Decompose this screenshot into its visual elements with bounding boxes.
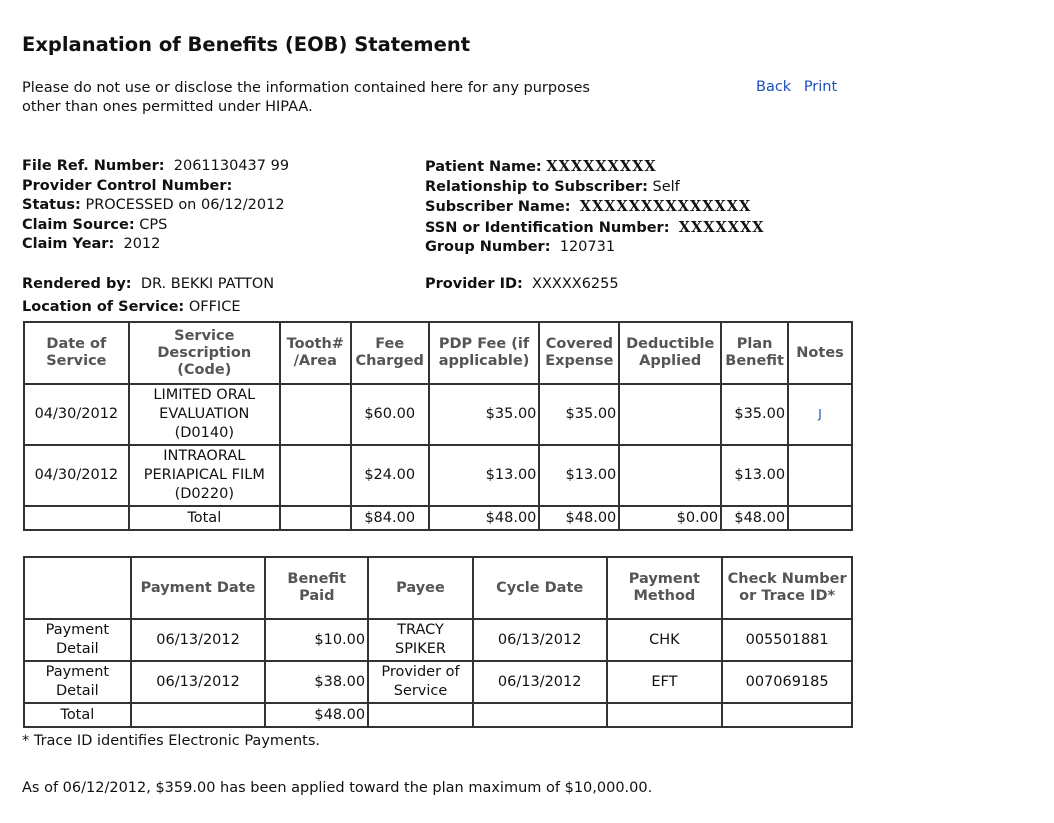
pdp-fee: $35.00: [429, 384, 540, 445]
total-row: [24, 506, 852, 530]
plan-benefit: $35.00: [721, 384, 788, 445]
note-link[interactable]: J: [818, 407, 822, 421]
col-header: Payment Method: [607, 557, 723, 619]
ssn-label: SSN or Identification Number:: [425, 219, 670, 236]
location-value: OFFICE: [188, 298, 241, 315]
fee-charged: $24.00: [351, 445, 429, 506]
col-header: Cycle Date: [473, 557, 607, 619]
page-title: Explanation of Benefits (EOB) Statement: [22, 33, 471, 56]
location-label: Location of Service:: [22, 298, 185, 315]
col-header: Covered Expense: [539, 322, 619, 384]
service-desc: INTRAORAL PERIAPICAL FILM (D0220): [129, 445, 280, 506]
cycle-date: 06/13/2012: [473, 661, 607, 703]
provider-control-label: Provider Control Number:: [22, 177, 233, 194]
status-value: PROCESSED on 06/12/2012: [85, 197, 285, 213]
empty-cell: [24, 506, 129, 530]
claim-source-label: Claim Source:: [22, 216, 135, 233]
status-label: Status:: [22, 197, 81, 213]
row-label: Payment Detail: [24, 619, 131, 661]
trace-id: 007069185: [722, 661, 852, 703]
patient-name-value: XXXXXXXXX: [546, 158, 657, 175]
table-row: [24, 661, 852, 703]
empty-cell: [131, 703, 266, 727]
payments-table: [23, 556, 853, 728]
table-row: [24, 384, 852, 445]
subscriber-name-value: XXXXXXXXXXXXXX: [579, 198, 752, 215]
table-row: [24, 619, 852, 661]
deductible: [619, 445, 721, 506]
total-fee: $84.00: [351, 506, 429, 530]
service-date: 04/30/2012: [24, 445, 129, 506]
total-pdp: $48.00: [429, 506, 540, 530]
benefit-paid: $38.00: [265, 661, 368, 703]
total-deductible: $0.00: [619, 506, 721, 530]
services-table: [23, 321, 853, 531]
group-number-value: 120731: [559, 239, 616, 255]
claim-year-label: Claim Year:: [22, 236, 115, 252]
print-link[interactable]: Print: [803, 79, 838, 95]
total-row: [24, 703, 852, 727]
tooth-area: [280, 445, 351, 506]
col-header: Benefit Paid: [265, 557, 368, 619]
benefit-paid: $10.00: [265, 619, 368, 661]
empty-cell: [473, 703, 607, 727]
col-header: Fee Charged: [351, 322, 429, 384]
payments-header-row: [24, 557, 852, 619]
subscriber-name-label: Subscriber Name:: [425, 199, 571, 215]
row-label: Payment Detail: [24, 661, 131, 703]
col-header: Payment Date: [131, 557, 266, 619]
file-ref-value: 2061130437 99: [173, 158, 290, 174]
payment-date: 06/13/2012: [131, 619, 266, 661]
plan-maximum-summary: As of 06/12/2012, $359.00 has been applied toward the plan maximum of $10,000.00.: [22, 780, 653, 796]
relationship-value: Self: [652, 178, 680, 195]
covered-expense: $35.00: [539, 384, 619, 445]
empty-cell: [280, 506, 351, 530]
col-header: Service Description (Code): [129, 322, 280, 384]
col-header: Check Number or Trace ID*: [722, 557, 852, 619]
service-date: 04/30/2012: [24, 384, 129, 445]
trace-footnote: * Trace ID identifies Electronic Payments.: [22, 733, 320, 749]
covered-expense: $13.00: [539, 445, 619, 506]
payee: Provider of Service: [368, 661, 473, 703]
empty-cell: [368, 703, 473, 727]
empty-cell: [607, 703, 723, 727]
rendered-info: [22, 275, 274, 317]
patient-name-label: Patient Name:: [425, 159, 542, 175]
group-number-label: Group Number:: [425, 239, 551, 255]
page-links: [756, 79, 845, 95]
empty-cell: [722, 703, 852, 727]
provider-id-value: XXXXX6255: [532, 276, 619, 292]
ssn-value: XXXXXXX: [678, 218, 765, 236]
patient-info: [425, 157, 765, 258]
table-row: [24, 445, 852, 506]
payment-method: EFT: [607, 661, 723, 703]
provider-info: [425, 275, 619, 295]
claim-source-value: CPS: [139, 216, 168, 233]
payment-method: CHK: [607, 619, 723, 661]
pdp-fee: $13.00: [429, 445, 540, 506]
col-header: [24, 557, 131, 619]
notes: [788, 445, 852, 506]
provider-id-label: Provider ID:: [425, 276, 523, 292]
total-benefit: $48.00: [721, 506, 788, 530]
cycle-date: 06/13/2012: [473, 619, 607, 661]
col-header: PDP Fee (if applicable): [429, 322, 540, 384]
col-header: Tooth# /Area: [280, 322, 351, 384]
back-link[interactable]: Back: [756, 79, 792, 95]
plan-benefit: $13.00: [721, 445, 788, 506]
file-ref-label: File Ref. Number:: [22, 158, 165, 174]
total-label: Total: [24, 703, 131, 727]
col-header: Deductible Applied: [619, 322, 721, 384]
services-header-row: [24, 322, 852, 384]
col-header: Payee: [368, 557, 473, 619]
hipaa-disclaimer: Please do not use or disclose the information contained here for any purposes other than ones permitted under HIPAA.: [22, 80, 590, 115]
empty-cell: [788, 506, 852, 530]
claim-info: [22, 157, 289, 255]
claim-year-value: 2012: [123, 236, 161, 252]
total-label: Total: [129, 506, 280, 530]
trace-id: 005501881: [722, 619, 852, 661]
rendered-by-label: Rendered by:: [22, 276, 132, 292]
service-desc: LIMITED ORAL EVALUATION (D0140): [129, 384, 280, 445]
total-covered: $48.00: [539, 506, 619, 530]
col-header: Date of Service: [24, 322, 129, 384]
tooth-area: [280, 384, 351, 445]
fee-charged: $60.00: [351, 384, 429, 445]
col-header: Notes: [788, 322, 852, 384]
payment-date: 06/13/2012: [131, 661, 266, 703]
col-header: Plan Benefit: [721, 322, 788, 384]
rendered-by-value: DR. BEKKI PATTON: [140, 276, 275, 292]
payee: TRACY SPIKER: [368, 619, 473, 661]
relationship-label: Relationship to Subscriber:: [425, 178, 648, 195]
deductible: [619, 384, 721, 445]
total-paid: $48.00: [265, 703, 368, 727]
